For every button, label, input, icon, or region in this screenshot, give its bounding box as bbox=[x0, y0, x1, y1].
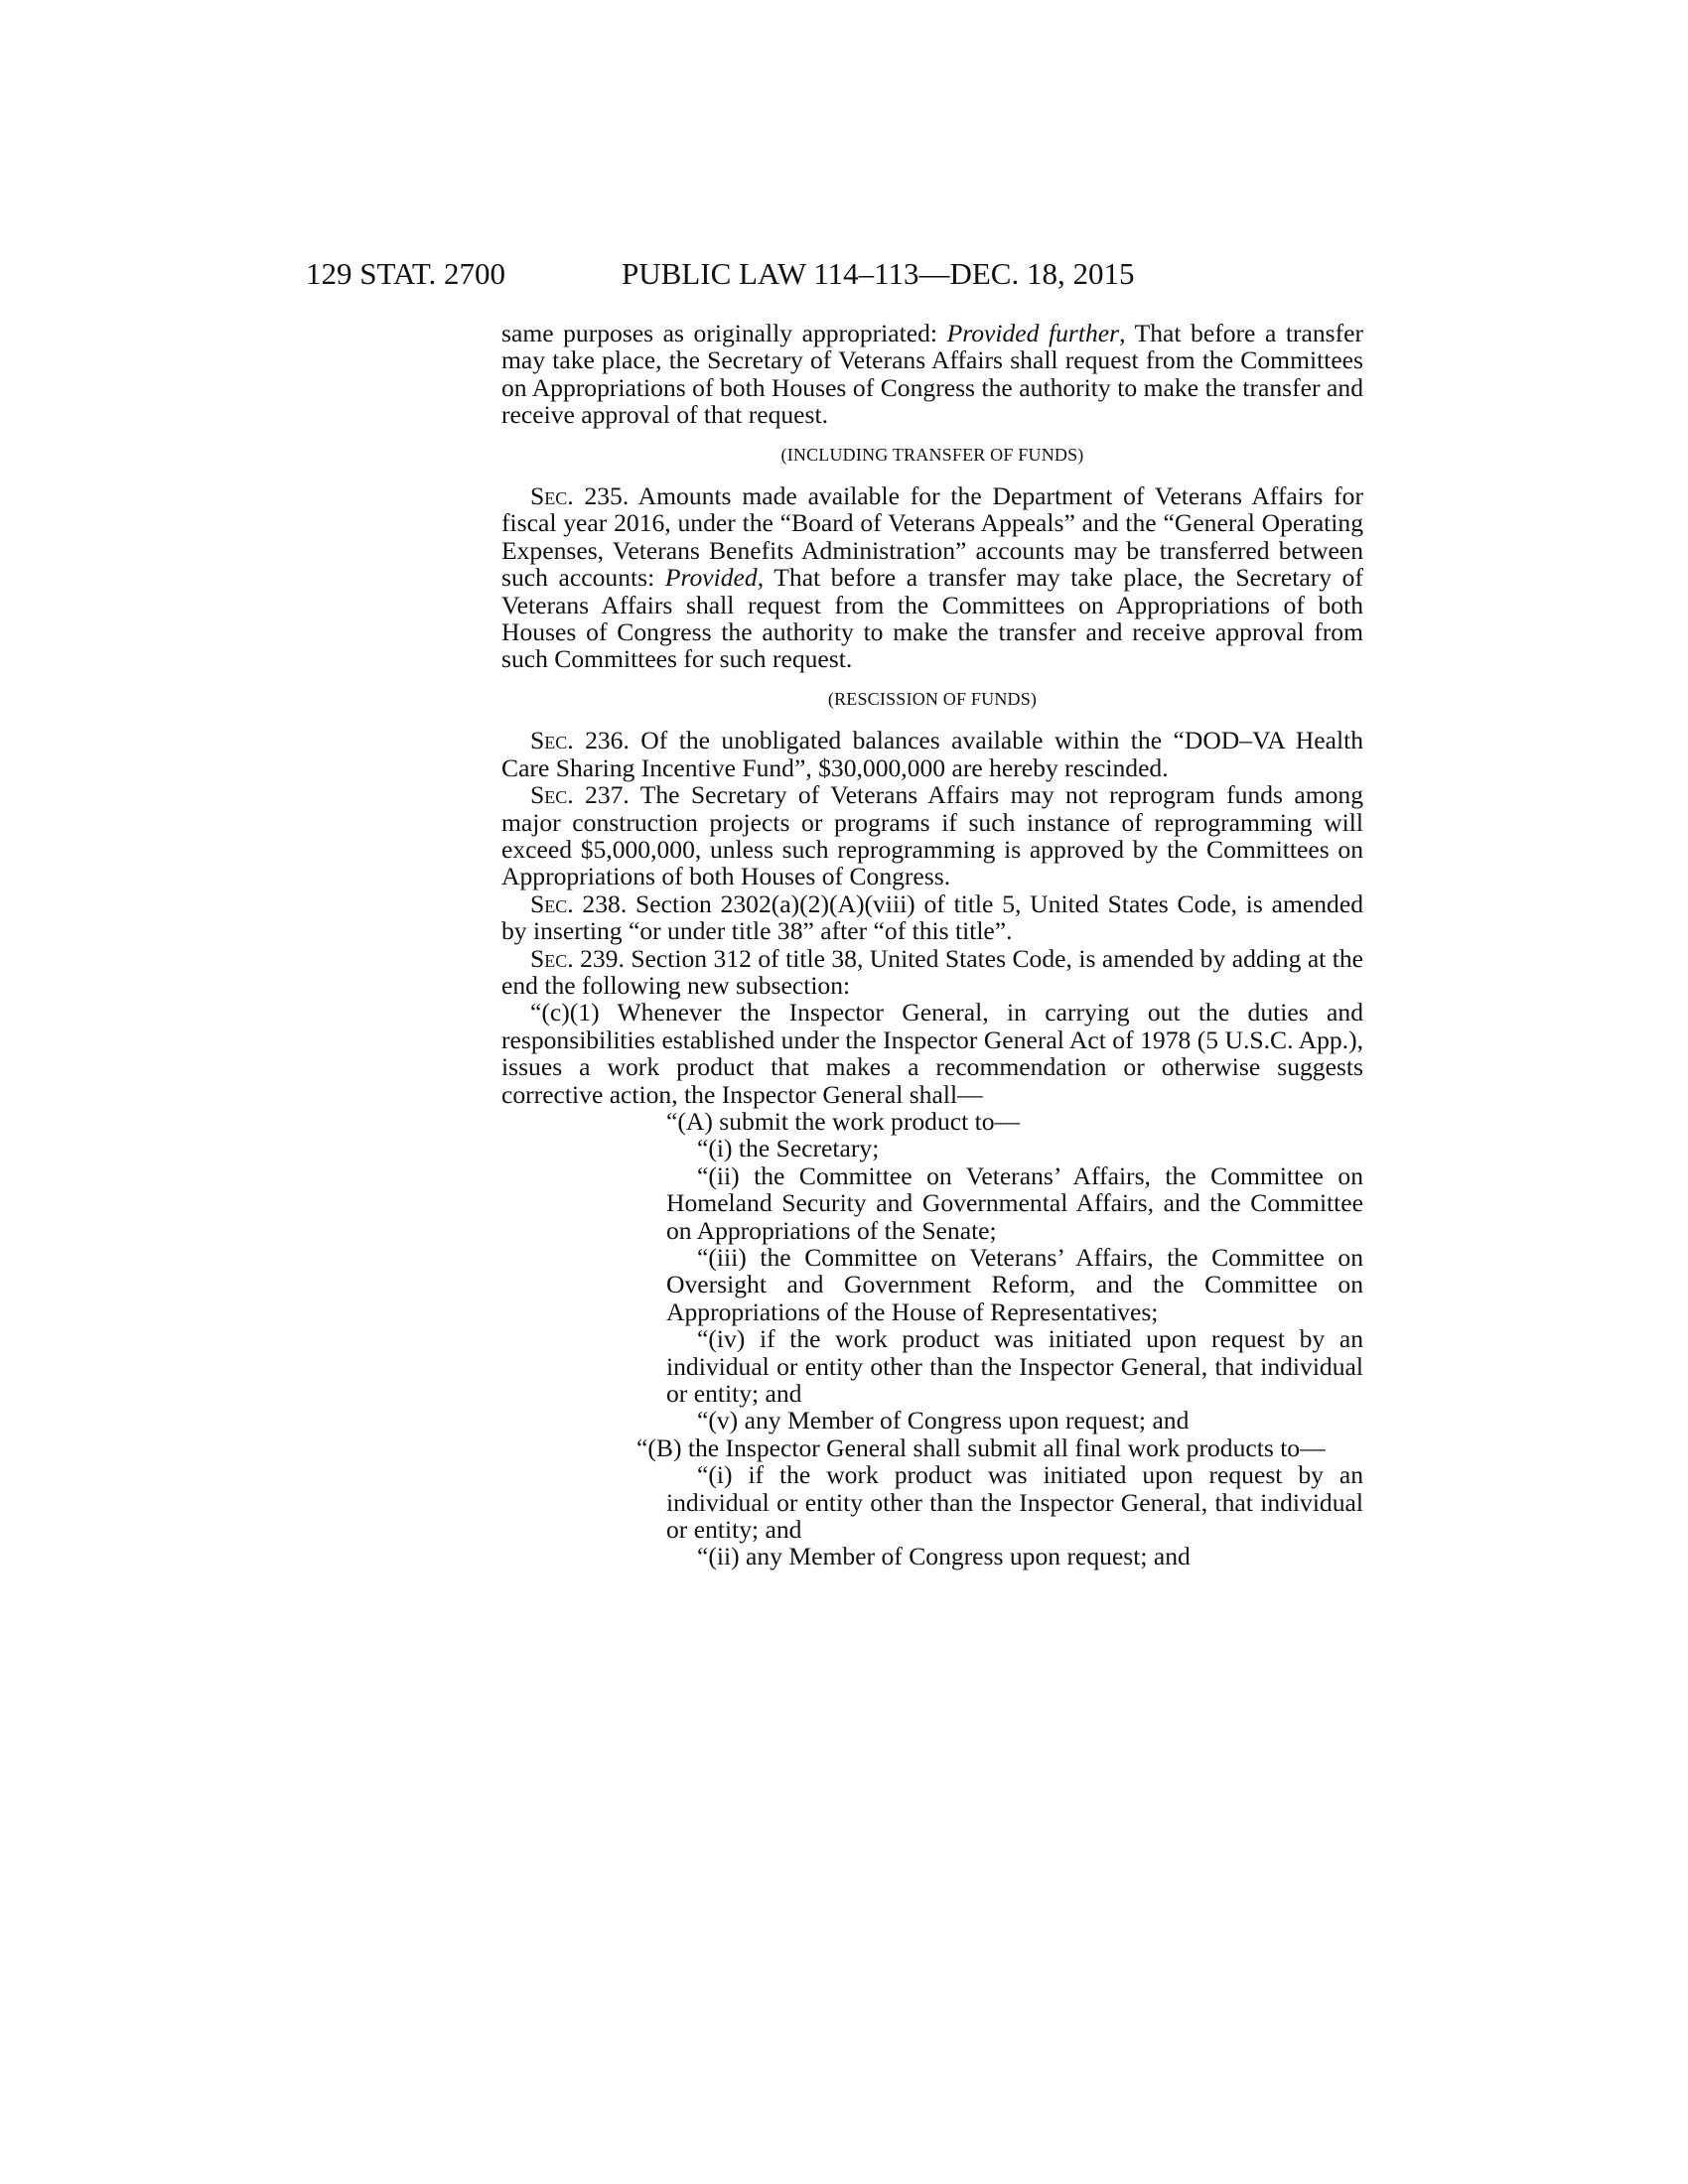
section-237 bbox=[501, 781, 1363, 890]
clause-a-iv: “(iv) if the work product was initiated upon request by an individual or entity other than the Inspector General, that individual or entity; and bbox=[666, 1324, 1363, 1409]
italic-text: Provided further bbox=[946, 319, 1120, 347]
subparagraph-a: “(A) submit the work product to— bbox=[666, 1106, 1021, 1136]
subparagraph-b: “(B) the Inspector General shall submit all final work products to— bbox=[636, 1433, 1326, 1462]
text-run: . 237. The Secretary of Veterans Affairs may not reprogram funds among major construction projects or programs if such instance of reprogramming will exceed $5,000,000, unless such reprogramming is approved by the Committees on Appropriations of both Houses of Congress. bbox=[501, 780, 1363, 891]
text-run: same purposes as originally appropriated: bbox=[501, 319, 947, 347]
text-run: . 235. Amounts made available for the Department of Veterans Affairs for fiscal year 2016, under the “Board of Veterans Appeals” and the “General Operating Expenses, Veterans Benefits Administration” accounts may be transferred between such accounts: bbox=[501, 481, 1363, 593]
public-law-title: PUBLIC LAW 114–113—DEC. 18, 2015 bbox=[622, 256, 1135, 291]
stat-citation: 129 STAT. 2700 bbox=[306, 256, 506, 291]
section-label: Sec bbox=[530, 780, 568, 810]
text-run: , That before a transfer may take place, the Secretary of Veterans Affairs shall request from the Committees on Appropriations of both Houses of Congress the authority to make the transfer and receive approval from such Committees for such request. bbox=[501, 563, 1363, 674]
paragraph-continuation bbox=[501, 320, 1363, 429]
page-header bbox=[306, 254, 1358, 294]
section-239 bbox=[501, 945, 1363, 1000]
section-236 bbox=[501, 727, 1363, 781]
text-run: . 238. Section 2302(a)(2)(A)(viii) of title 5, United States Code, is amended by inserting “or under title 38” after “of this title”. bbox=[501, 888, 1363, 946]
section-heading-transfer: (INCLUDING TRANSFER OF FUNDS) bbox=[780, 444, 1084, 465]
subsection-c1: “(c)(1) Whenever the Inspector General, in carrying out the duties and responsibilities established under the Inspector General Act of 1978 (5 U.S.C. App.), issues a work product that makes a recommendation or otherwise suggests corrective action, the Inspector General shall— bbox=[501, 998, 1363, 1109]
clause-b-ii: “(ii) any Member of Congress upon request; and bbox=[697, 1542, 1191, 1571]
section-label: Sec bbox=[530, 726, 568, 755]
text-run: . 236. Of the unobligated balances available within the “DOD–VA Health Care Sharing Incentive Fund”, $30,000,000 are hereby rescinded. bbox=[501, 726, 1363, 782]
section-label: Sec bbox=[530, 888, 568, 918]
clause-a-ii: “(ii) the Committee on Veterans’ Affairs, the Committee on Homeland Security and Governmental Affairs, and the Committee on Appropriations of the Senate; bbox=[666, 1160, 1363, 1245]
clause-a-i: “(i) the Secretary; bbox=[697, 1134, 880, 1163]
document-body bbox=[501, 320, 1363, 1570]
clause-a-v: “(v) any Member of Congress upon request; and bbox=[697, 1406, 1190, 1435]
clause-a-iii: “(iii) the Committee on Veterans’ Affairs, the Committee on Oversight and Government Reform, and the Committee on Appropriations of the House of Representatives; bbox=[666, 1243, 1363, 1326]
italic-text: Provided bbox=[664, 563, 758, 593]
text-run: . 239. Section 312 of title 38, United States Code, is amended by adding at the end the following new subsection: bbox=[501, 943, 1363, 1000]
clause-b-i: “(i) if the work product was initiated upon request by an individual or entity other than the Inspector General, that individual or entity; and bbox=[666, 1460, 1363, 1545]
section-label: Sec bbox=[530, 481, 568, 511]
section-238 bbox=[501, 890, 1363, 945]
section-label: Sec bbox=[530, 943, 568, 973]
text-run: , That before a transfer may take place, the Secretary of Veterans Affairs shall request from the Committees on Appropriations of both Houses of Congress the authority to make the transfer and receive approval of that request. bbox=[501, 319, 1364, 430]
section-235 bbox=[501, 482, 1363, 673]
section-heading-rescission: (RESCISSION OF FUNDS) bbox=[827, 688, 1038, 709]
